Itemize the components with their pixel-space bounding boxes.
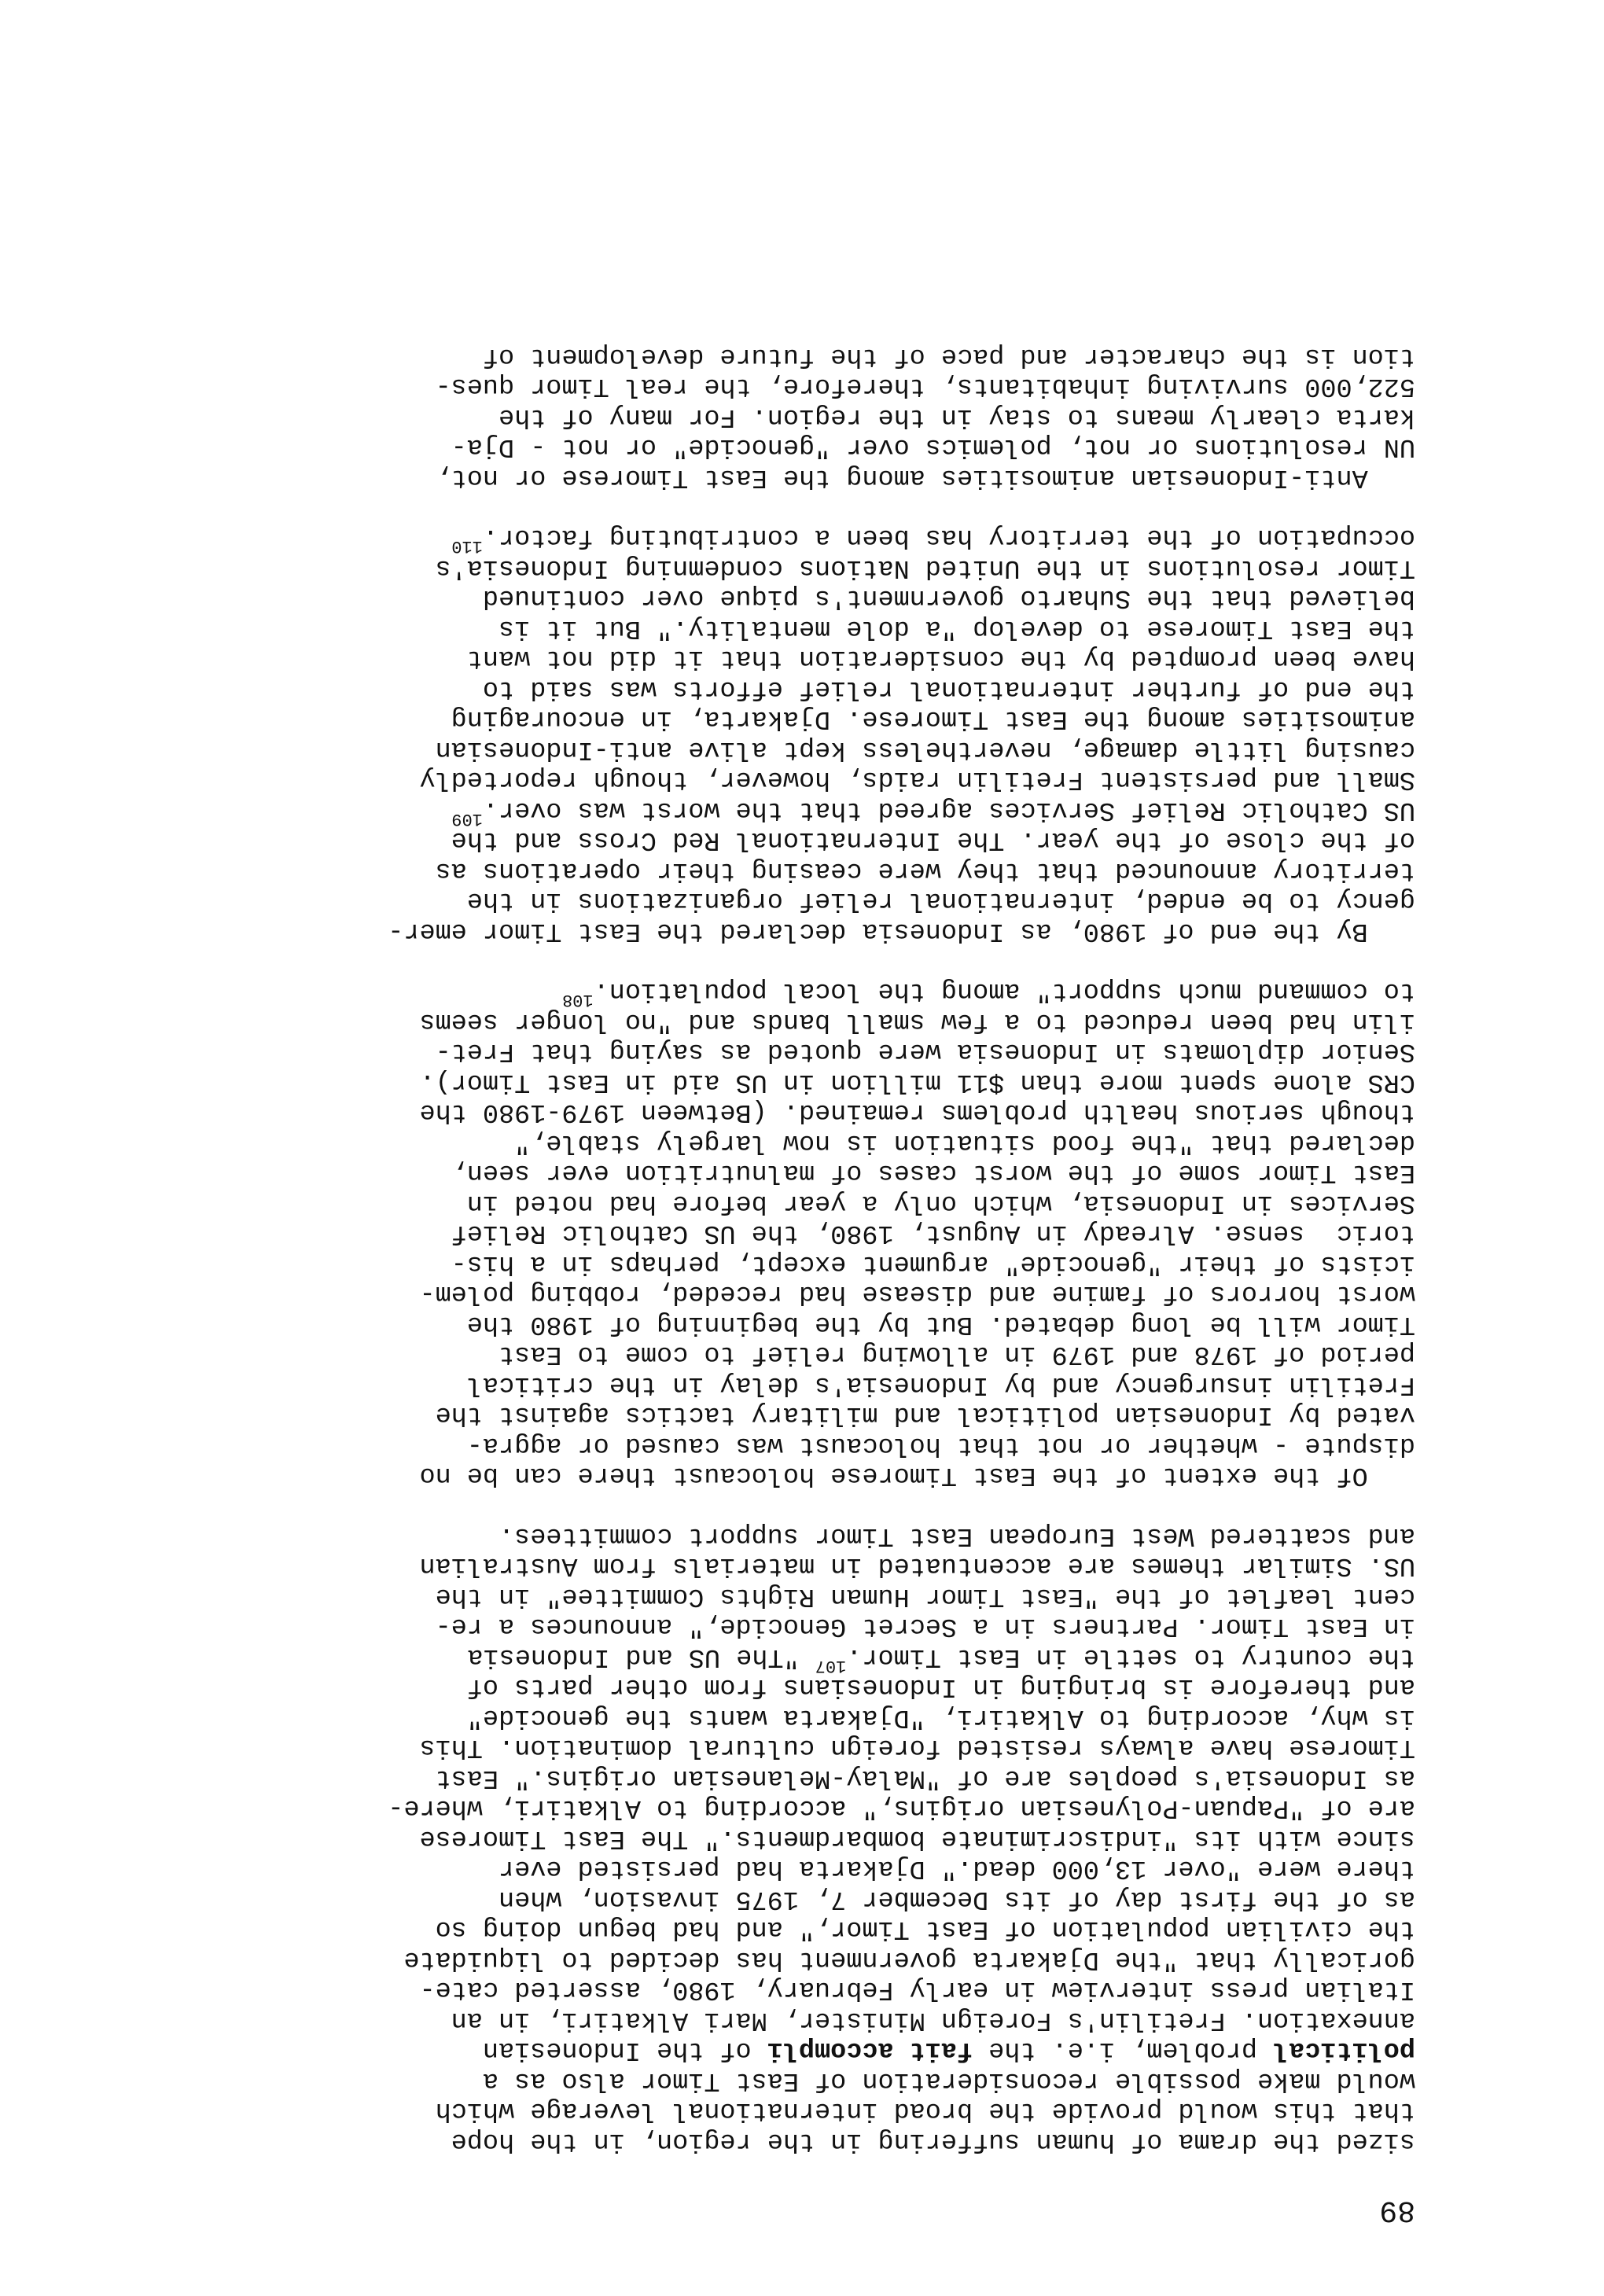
text-line: to command much support" among the local population.$^{108}$: [562, 976, 1415, 1010]
text-line: since with its "indiscriminate bombardments." The East Timorese: [419, 1823, 1415, 1853]
text-line: as Indonesia's peoples are of "Malay-Melanesian origins." East: [435, 1763, 1415, 1793]
text-line: would make possible reconsideration of East Timor also as a: [482, 2066, 1415, 2095]
text-line: that this would provide the broad international leverage which: [435, 2095, 1415, 2126]
text-line: Italian press interview in early February, 1980, asserted cate-: [419, 1974, 1415, 2005]
body-text: [134, 341, 1415, 2157]
text-line: are of "Papuan-Polynesian origins," according to Alkatiri, where-: [388, 1793, 1415, 1823]
text-line: as of the first day of its December 7, 1975 invasion, when: [498, 1884, 1415, 1914]
footnote-reference: 107: [815, 1656, 847, 1676]
paragraph: [134, 341, 1415, 493]
text-line: there were "over 13,000 dead." Djakarta had persisted ever: [498, 1853, 1415, 1884]
text-line: territory announced that they were ceasing their operations as: [435, 855, 1415, 885]
text-line: believed that the Suharto government's pique over continued: [482, 583, 1415, 613]
text-line: Of the extent of the East Timorese holocaust there can be no: [419, 1460, 1415, 1491]
paragraph: [134, 1521, 1415, 2157]
text-line: animosities among the East Timorese. Djakarta, in encouraging: [451, 704, 1415, 734]
text-line: of the close of the year. The International Red Cross and the: [451, 825, 1415, 855]
paragraph: [134, 976, 1415, 1491]
text-line: political problem, i.e. the fait accompli of the Indonesian: [482, 2035, 1415, 2066]
text-line: worst horrors of famine and disease had receded, robbing polem-: [419, 1279, 1415, 1309]
text-line: CRS alone spent more than $11 million in US aid in East Timor).: [419, 1067, 1415, 1097]
text-line: dispute - whether or not that holocaust was caused or aggra-: [466, 1430, 1415, 1460]
text-line: have been prompted by the consideration that it did not want: [466, 643, 1415, 674]
text-line: Anti-Indonesian animosities among the East Timorese or not,: [435, 462, 1415, 492]
text-line: East Timor some of the worst cases of malnutrition ever seen,: [451, 1157, 1415, 1188]
text-line: Services in Indonesia, which only a year before had noted in: [466, 1188, 1415, 1218]
text-line: and therefore is bringing in Indonesians from other parts of: [466, 1672, 1415, 1702]
text-line: tion is the character and pace of the future development of: [482, 341, 1415, 371]
text-line: and scattered West European East Timor support committees.: [498, 1521, 1415, 1551]
page-text-block: [134, 311, 1415, 2226]
text-line: the country to settle in East Timor.$^{107}$ "The US and Indonesia: [467, 1642, 1415, 1676]
footnote-reference: 110: [451, 536, 483, 557]
text-line: is why, according to Alkatiri, "Djakarta wants the genocide": [466, 1702, 1415, 1732]
text-line: Timorese have always resisted foreign cultural domination. This: [419, 1732, 1415, 1763]
emphasized-text: fait accompli: [767, 2035, 973, 2066]
text-line: the end of further international relief efforts was said to: [482, 674, 1415, 704]
text-line: icists of their "genocide" argument except, perhaps in a his-: [451, 1249, 1415, 1279]
text-line: US Catholic Relief Services agreed that the worst was over.$^{109}$: [451, 795, 1415, 829]
text-line: gency to be ended, international relief organizations in the: [466, 885, 1415, 916]
text-line: the East Timorese to develop "a dole mentality." But it is: [498, 613, 1415, 643]
text-line: toric sense. Already in August, 1980, the US Catholic Relief: [451, 1218, 1415, 1249]
text-line: occupation of the territory has been a contributing factor.$^{110}$: [451, 522, 1415, 557]
text-line: though serious health problems remained. (Between 1979-1980 the: [419, 1097, 1415, 1128]
text-line: UN resolutions or not, polemics over "genocide" or not - Dja-: [451, 432, 1415, 462]
paragraph: [134, 522, 1415, 946]
emphasized-text: political: [1273, 2035, 1415, 2066]
footnote-reference: 108: [562, 990, 594, 1010]
footnote-reference: 109: [451, 809, 483, 829]
text-line: Fretilin insurgency and by Indonesia's delay in the critical: [466, 1370, 1415, 1400]
text-line: annexation. Fretilin's Foreign Minister, Mari Alkatiri, in an: [451, 2005, 1415, 2035]
text-line: in East Timor. Partners in a Secret Genocide," announces a re-: [435, 1611, 1415, 1642]
text-line: vated by Indonesian political and military tactics against the: [435, 1400, 1415, 1430]
text-line: period of 1978 and 1979 in allowing relief to come to East: [498, 1339, 1415, 1370]
text-line: Timor will be long debated. But by the beginning of 1980 the: [466, 1309, 1415, 1339]
text-line: karta clearly means to stay in the region. For many of the: [498, 402, 1415, 432]
text-line: 522,000 surviving inhabitants, therefore, the real Timor ques-: [435, 371, 1415, 402]
text-line: gorically that "the Djakarta government has decided to liquidate: [403, 1945, 1415, 1974]
text-line: causing little damage, nevertheless kept alive anti-Indonesian: [435, 734, 1415, 764]
text-line: ilin had been reduced to a few small bands and "no longer seems: [419, 1006, 1415, 1036]
text-line: cent leaflet of the "East Timor Human Rights Committee" in the: [435, 1581, 1415, 1611]
page-number: 89: [1379, 2193, 1415, 2227]
text-line: declared that "the food situation is now largely stable,": [514, 1128, 1415, 1157]
text-line: US. Similar themes are accentuated in materials from Australian: [419, 1551, 1415, 1581]
text-line: Senior diplomats in Indonesia were quoted as saying that Fret-: [435, 1036, 1415, 1067]
text-line: Timor resolutions in the United Nations condemning Indonesia's: [435, 553, 1415, 583]
text-line: the civilian population of East Timor," and had begun doing so: [435, 1914, 1415, 1945]
text-line: By the end of 1980, as Indonesia declared the East Timor emer-: [388, 916, 1415, 946]
text-line: sized the drama of human suffering in the region, in the hope: [451, 2126, 1415, 2156]
text-line: Small and persistent Fretilin raids, however, though reportedly: [419, 764, 1415, 795]
